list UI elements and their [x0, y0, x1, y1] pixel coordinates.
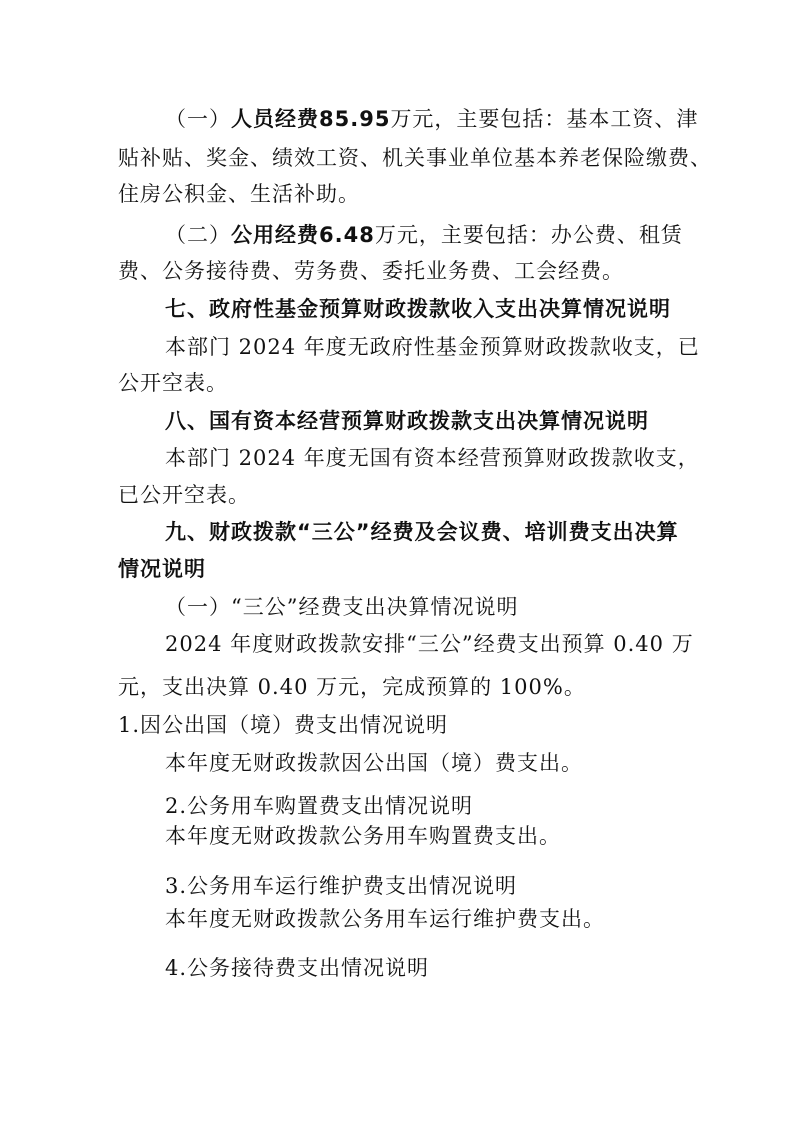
heading-section-7: 七、政府性基金预算财政拨款收入支出决算情况说明 [165, 297, 671, 321]
item-4-title: 4.公务接待费支出情况说明 [165, 956, 430, 980]
section-8-line-2: 已公开空表。 [118, 483, 250, 507]
personnel-expense-line-1 [165, 105, 698, 133]
section-7-line-2: 公开空表。 [118, 371, 228, 395]
item-1-body: 本年度无财政拨款因公出国（境）费支出。 [165, 751, 583, 775]
item-3-body: 本年度无财政拨款公务用车运行维护费支出。 [165, 907, 605, 931]
public-label: （二） [165, 223, 231, 247]
section-8-line-1: 本部门 2024 年度无国有资本经营预算财政拨款收支， [165, 446, 700, 470]
personnel-amount: 85.95 [319, 107, 391, 131]
subheading-three-public: （一）“三公”经费支出决算情况说明 [165, 595, 519, 619]
personnel-label: （一） [165, 107, 231, 131]
heading-section-8: 八、国有资本经营预算财政拨款支出决算情况说明 [165, 409, 649, 433]
public-title: 公用经费 [231, 223, 319, 247]
item-3-title: 3.公务用车运行维护费支出情况说明 [165, 874, 518, 898]
personnel-title: 人员经费 [231, 107, 319, 131]
three-public-para-line-1: 2024 年度财政拨款安排“三公”经费支出预算 0.40 万 [165, 632, 694, 656]
public-expense-line-2: 费、公务接待费、劳务费、委托业务费、工会经费。 [118, 259, 624, 283]
personnel-expense-line-2: 贴补贴、奖金、绩效工资、机关事业单位基本养老保险缴费、 [118, 146, 712, 170]
public-amount: 6.48 [319, 223, 375, 247]
item-2-title: 2.公务用车购置费支出情况说明 [165, 794, 474, 818]
heading-section-9-line-1: 九、财政拨款“三公”经费及会议费、培训费支出决算 [165, 520, 679, 544]
three-public-para-line-2: 元，支出决算 0.40 万元，完成预算的 100%。 [118, 675, 586, 699]
item-2-body: 本年度无财政拨款公务用车购置费支出。 [165, 824, 561, 848]
section-7-line-1: 本部门 2024 年度无政府性基金预算财政拨款收支，已 [165, 335, 700, 359]
public-rest: 万元，主要包括：办公费、租赁 [374, 223, 683, 247]
item-1-title: 1.因公出国（境）费支出情况说明 [118, 713, 449, 737]
personnel-expense-line-3: 住房公积金、生活补助。 [118, 182, 360, 206]
public-expense-line-1 [165, 221, 683, 249]
personnel-rest: 万元，主要包括：基本工资、津 [390, 107, 699, 131]
heading-section-9-line-2: 情况说明 [118, 557, 206, 581]
